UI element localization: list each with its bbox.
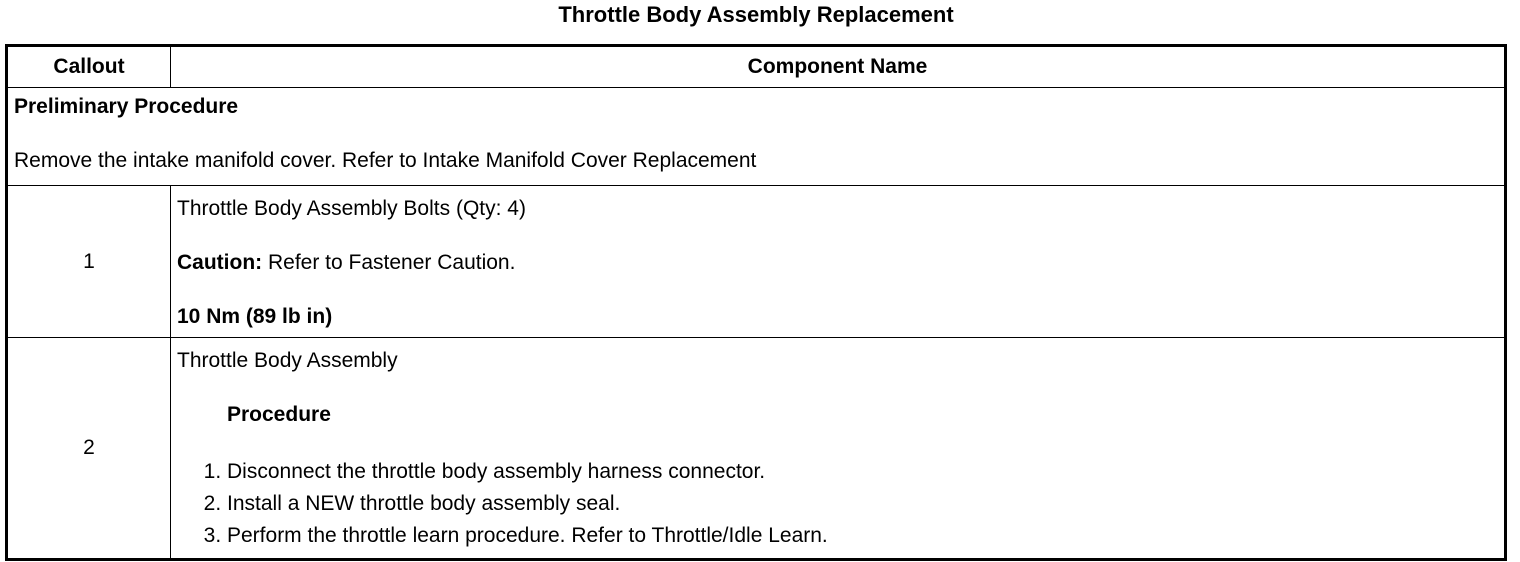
- page-title: Throttle Body Assembly Replacement: [558, 2, 954, 27]
- procedure-step: 1. Disconnect the throttle body assembly harness connector.: [227, 456, 1498, 488]
- preliminary-text: Remove the intake manifold cover. Refer to Intake Manifold Cover Replacement: [14, 149, 757, 172]
- component-cell: [171, 338, 1506, 560]
- component-cell: [171, 186, 1506, 338]
- procedure-heading: Procedure: [227, 403, 331, 426]
- preliminary-heading: Preliminary Procedure: [14, 95, 239, 118]
- table-row: [7, 186, 1506, 338]
- table-row: [7, 338, 1506, 560]
- callout-cell: 2: [7, 338, 171, 560]
- component-name: Throttle Body Assembly Bolts (Qty: 4): [177, 197, 526, 220]
- caution-line: [177, 250, 1498, 276]
- component-name: Throttle Body Assembly: [177, 349, 398, 372]
- header-callout: Callout: [7, 46, 171, 88]
- preliminary-cell: [7, 88, 1506, 186]
- preliminary-row: [7, 88, 1506, 186]
- caution-label: Caution:: [177, 251, 263, 274]
- torque-spec: 10 Nm (89 lb in): [177, 305, 333, 328]
- procedure-steps: [177, 456, 1498, 552]
- procedure-step: 3. Perform the throttle learn procedure. Refer to Throttle/Idle Learn.: [227, 520, 1498, 552]
- procedure-step: 2. Install a NEW throttle body assembly seal.: [227, 488, 1498, 520]
- header-component-name: Component Name: [171, 46, 1506, 88]
- callout-cell: 1: [7, 186, 171, 338]
- table-header-row: [7, 46, 1506, 88]
- caution-text: Refer to Fastener Caution.: [262, 251, 516, 274]
- procedure-table: [5, 44, 1507, 561]
